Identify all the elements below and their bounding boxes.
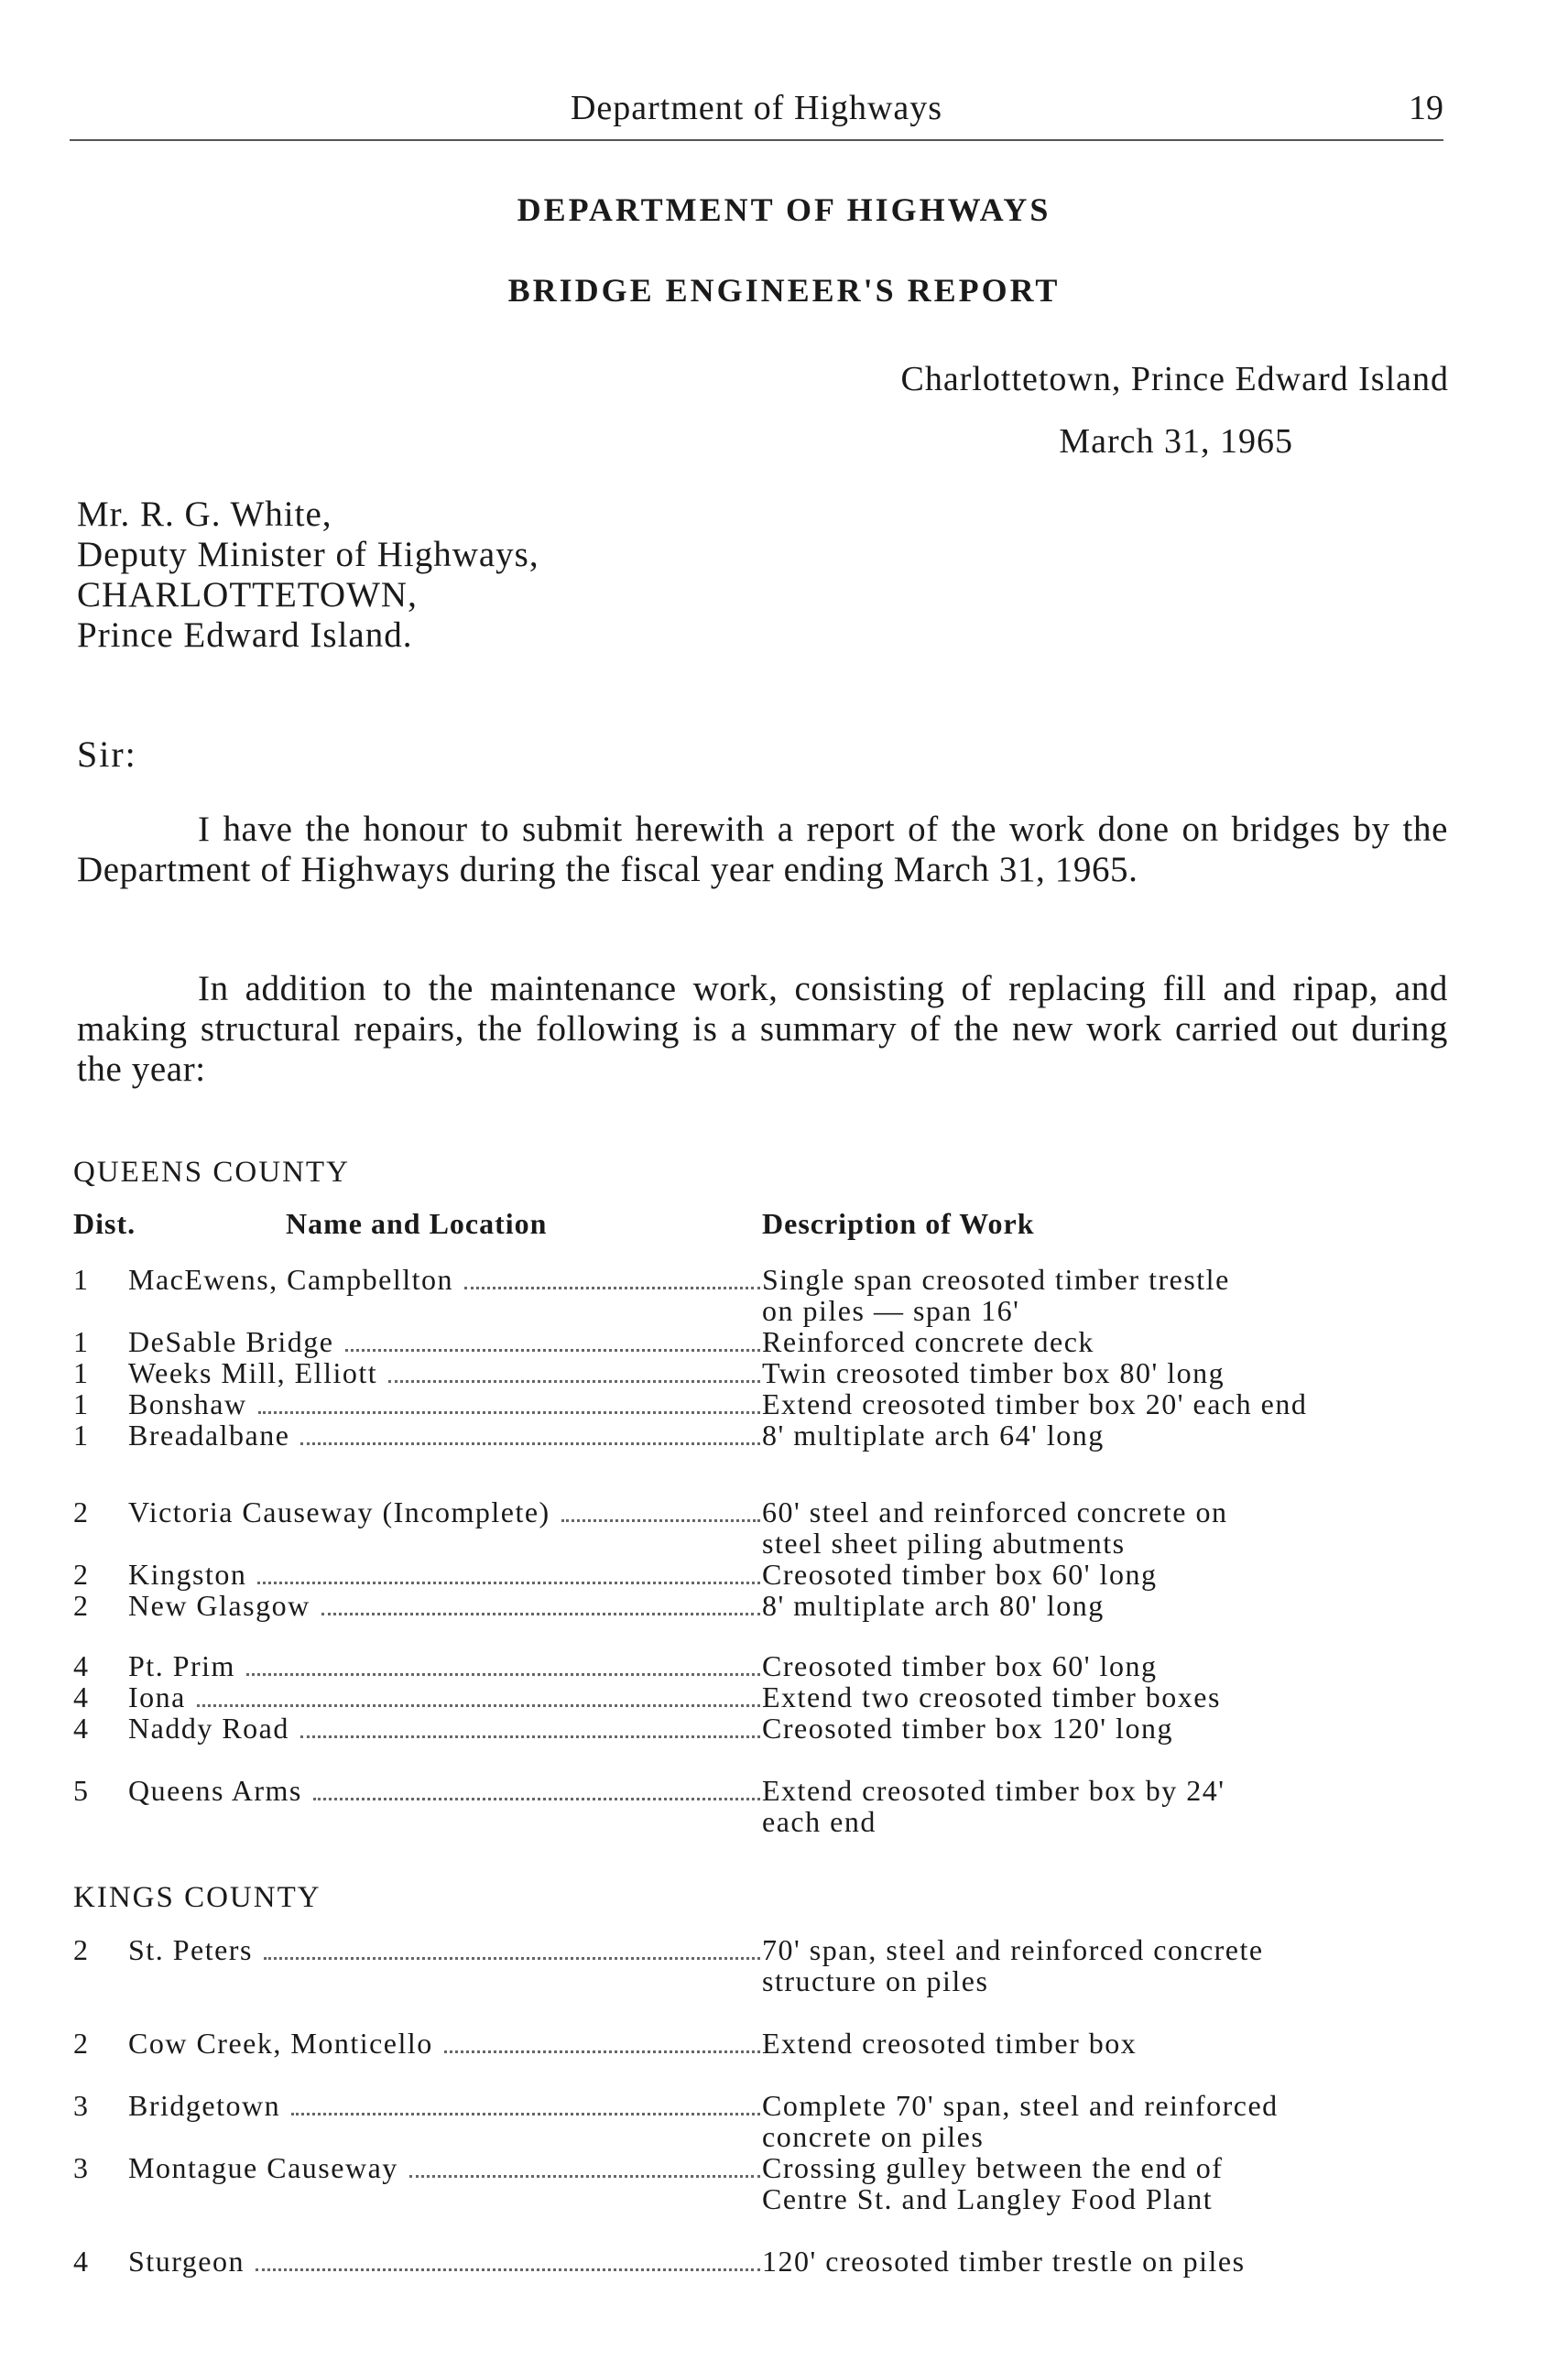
row-name: DeSable Bridge [128,1325,334,1358]
description-line: Centre St. and Langley Food Plant [762,2182,1214,2215]
column-header-dist: Dist. [73,1207,136,1240]
row-dist: 1 [73,1419,88,1452]
table-row [0,1590,1568,1623]
row-description [762,1388,1421,1419]
address-line: CHARLOTTETOWN, [77,575,418,615]
salutation: Sir: [77,734,137,775]
description-line: Complete 70' span, steel and reinforced [762,2089,1279,2122]
description-line: structure on piles [762,1964,989,1997]
row-name: Pt. Prim [128,1649,235,1682]
row-description [762,1590,1421,1621]
dot-leader [321,1612,760,1615]
recipient-address [77,495,539,656]
dot-leader [300,1735,760,1738]
row-dist: 4 [73,1712,88,1745]
row-description [762,1264,1421,1326]
row-name: Kingston [128,1558,247,1591]
description-line: steel sheet piling abutments [762,1527,1126,1560]
table-row [0,2151,1568,2215]
description-line: 120' creosoted timber trestle on piles [762,2245,1246,2278]
county-heading-queens: QUEENS COUNTY [73,1156,350,1189]
row-name: Bridgetown [128,2089,281,2122]
description-line: Extend creosoted timber box 20' each end [762,1387,1308,1420]
table-row [0,1681,1568,1714]
dot-leader [291,2112,760,2115]
description-line: each end [762,1805,877,1838]
dot-leader [258,1410,760,1414]
description-line: Twin creosoted timber box 80' long [762,1356,1225,1389]
column-header-name: Name and Location [286,1207,548,1240]
row-name: Cow Creek, Monticello [128,2027,433,2060]
address-line: Mr. R. G. White, [77,495,332,534]
department-heading: DEPARTMENT OF HIGHWAYS [517,191,1051,228]
row-description [762,1419,1421,1451]
table-row [0,1357,1568,1390]
letter-date: March 31, 1965 [1059,422,1293,461]
table-row [0,1263,1568,1327]
county-heading-kings: KINGS COUNTY [73,1881,321,1914]
row-description [762,2090,1421,2152]
table-row [0,2089,1568,2153]
table-row [0,1933,1568,1997]
row-dist: 2 [73,1495,88,1528]
row-name: Bonshaw [128,1387,247,1420]
dot-leader [264,1956,760,1960]
row-name: Breadalbane [128,1419,290,1452]
description-line: 70' span, steel and reinforced concrete [762,1933,1264,1966]
row-name: New Glasgow [128,1589,310,1622]
row-name: MacEwens, Campbellton [128,1263,453,1296]
row-dist: 4 [73,1680,88,1713]
description-line: concrete on piles [762,2120,985,2153]
table-row [0,1559,1568,1592]
address-line: Prince Edward Island. [77,615,413,655]
row-description [762,1650,1421,1681]
description-line: 8' multiplate arch 64' long [762,1419,1105,1452]
dot-leader [256,2268,760,2271]
table-row [0,1326,1568,1359]
row-name: Sturgeon [128,2245,245,2278]
description-line: Extend creosoted timber box by 24' [762,1774,1225,1807]
row-dist: 4 [73,1649,88,1682]
description-line: Extend creosoted timber box [762,2027,1138,2060]
row-name: Victoria Causeway (Incomplete) [128,1495,550,1528]
row-name: Iona [128,1680,186,1713]
running-header [70,88,1443,141]
dot-leader [257,1581,760,1584]
row-dist: 2 [73,1589,88,1622]
row-description [762,1559,1421,1590]
row-dist: 5 [73,1774,88,1807]
description-line: Creosoted timber box 60' long [762,1558,1158,1591]
dot-leader [300,1441,760,1445]
row-name: Montague Causeway [128,2151,398,2184]
row-dist: 1 [73,1263,88,1296]
table-row [0,1650,1568,1683]
row-description [762,1934,1421,1996]
table-row [0,1713,1568,1746]
description-line: Creosoted timber box 120' long [762,1712,1173,1745]
row-description [762,1496,1421,1559]
row-name: Queens Arms [128,1774,302,1807]
table-row [0,1388,1568,1421]
row-description [762,2028,1421,2059]
table-row [0,1774,1568,1838]
dot-leader [345,1348,761,1352]
row-dist: 3 [73,2151,88,2184]
row-name: Naddy Road [128,1712,289,1745]
row-description [762,2152,1421,2214]
dot-leader [409,2174,760,2178]
row-description [762,1713,1421,1744]
row-description [762,1775,1421,1837]
intro-paragraph: I have the honour to submit herewith a report of the work done on bridges by the Department of Highways during the fiscal year ending March 31, 1965. [77,810,1448,889]
column-header-description: Description of Work [762,1207,1035,1240]
description-line: Extend two creosoted timber boxes [762,1680,1221,1713]
description-line: Reinforced concrete deck [762,1325,1094,1358]
dot-leader [246,1672,760,1676]
letter-place: Charlottetown, Prince Edward Island [900,360,1449,398]
description-line: Crossing gulley between the end of [762,2151,1224,2184]
description-line: 60' steel and reinforced concrete on [762,1495,1228,1528]
description-line: 8' multiplate arch 80' long [762,1589,1105,1622]
page-number: 19 [1409,89,1443,127]
table-row [0,1495,1568,1560]
row-name: St. Peters [128,1933,253,1966]
address-line: Deputy Minister of Highways, [77,535,539,574]
row-description [762,2246,1421,2277]
dot-leader [561,1518,760,1522]
description-line: Single span creosoted timber trestle [762,1263,1230,1296]
row-dist: 1 [73,1356,88,1389]
table-row [0,1419,1568,1452]
row-dist: 3 [73,2089,88,2122]
row-dist: 1 [73,1325,88,1358]
running-title: Department of Highways [570,89,943,127]
dot-leader [313,1797,760,1800]
row-dist: 1 [73,1387,88,1420]
table-row [0,2246,1568,2279]
row-description [762,1326,1421,1357]
description-line: on piles — span 16' [762,1294,1020,1327]
dot-leader [444,2050,760,2053]
description-line: Creosoted timber box 60' long [762,1649,1158,1682]
row-dist: 4 [73,2245,88,2278]
row-dist: 2 [73,1558,88,1591]
row-description [762,1357,1421,1388]
dot-leader [197,1703,760,1707]
report-heading: BRIDGE ENGINEER'S REPORT [507,272,1061,309]
row-description [762,1681,1421,1713]
dot-leader [388,1379,760,1383]
row-dist: 2 [73,1933,88,1966]
dot-leader [464,1286,760,1289]
row-name: Weeks Mill, Elliott [128,1356,378,1389]
summary-paragraph: In addition to the maintenance work, consisting of replacing fill and ripap, and making structural repairs, the following is a summary of the new work carried out during the year: [77,969,1448,1089]
table-row [0,2028,1568,2061]
row-dist: 2 [73,2027,88,2060]
